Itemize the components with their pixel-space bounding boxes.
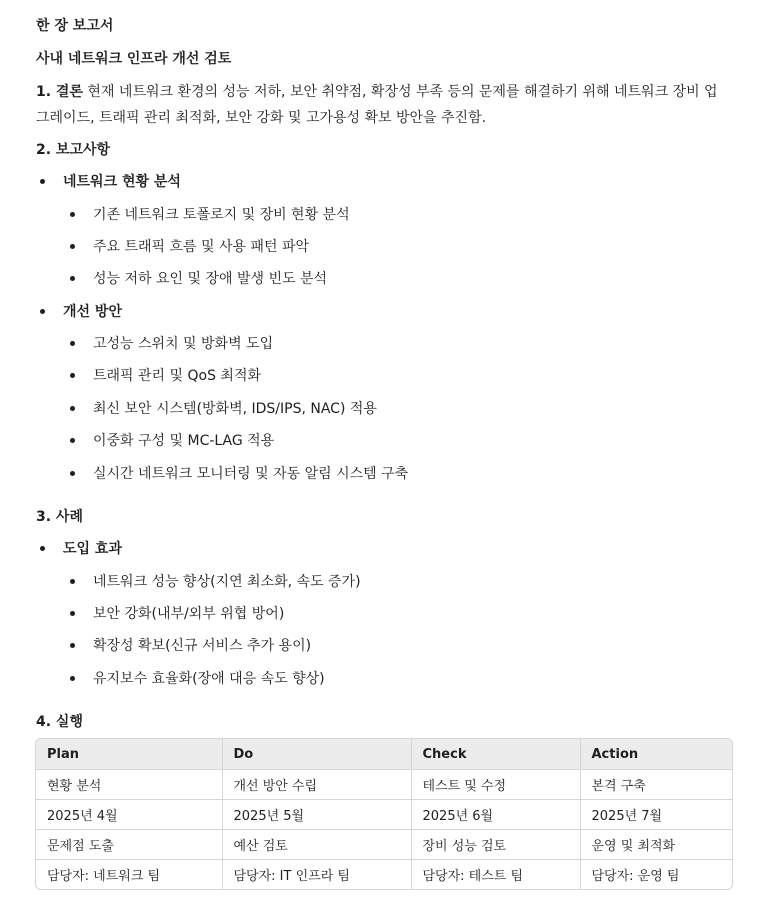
table-cell: 개선 방안 수립 — [222, 770, 411, 800]
list-item-text: 성능 저하 요인 및 장애 발생 빈도 분석 — [93, 271, 328, 287]
table-cell: 담당자: 테스트 팀 — [411, 860, 580, 890]
list-item-text: 이중화 구성 및 MC-LAG 적용 — [93, 433, 275, 449]
table-cell: 장비 성능 검토 — [411, 830, 580, 860]
table-cell: 운영 및 최적화 — [580, 830, 732, 860]
list-item-text: 트래픽 관리 및 QoS 최적화 — [93, 368, 261, 384]
bullet-icon — [70, 643, 75, 648]
list-item — [70, 365, 261, 385]
table-header-row — [36, 739, 732, 770]
bullet-icon — [70, 406, 75, 411]
list-item-text: 주요 트래픽 흐름 및 사용 패턴 파악 — [93, 239, 310, 255]
bullet-icon — [70, 611, 75, 616]
group-improvement-plan — [40, 301, 122, 321]
list-item-text: 실시간 네트워크 모니터링 및 자동 알림 시스템 구축 — [93, 466, 409, 482]
bullet-icon — [70, 471, 75, 476]
table-row — [36, 860, 732, 890]
report-title: 한 장 보고서 — [36, 18, 114, 34]
table-cell: 테스트 및 수정 — [411, 770, 580, 800]
list-item — [70, 603, 284, 623]
table-cell: 2025년 7월 — [580, 800, 732, 830]
group-title: 개선 방안 — [63, 304, 122, 320]
table-cell: 2025년 5월 — [222, 800, 411, 830]
conclusion-label: 1. 결론 — [36, 84, 83, 100]
bullet-icon — [70, 676, 75, 681]
column-header-check: Check — [411, 739, 580, 770]
table-cell: 2025년 4월 — [36, 800, 222, 830]
table-row — [36, 800, 732, 830]
group-title: 도입 효과 — [63, 541, 122, 557]
list-item — [70, 268, 327, 288]
table-row — [36, 770, 732, 800]
list-item-text: 최신 보안 시스템(방화벽, IDS/IPS, NAC) 적용 — [93, 401, 377, 417]
list-item — [70, 463, 408, 483]
table-cell: 본격 구축 — [580, 770, 732, 800]
list-item — [70, 635, 311, 655]
section-3-title: 3. 사례 — [36, 509, 83, 525]
bullet-icon — [40, 309, 45, 314]
table-cell: 현황 분석 — [36, 770, 222, 800]
bullet-icon — [70, 276, 75, 281]
list-item — [70, 236, 309, 256]
list-item-text: 기존 네트워크 토폴로지 및 장비 현황 분석 — [93, 207, 350, 223]
group-title: 네트워크 현황 분석 — [63, 174, 181, 190]
list-item-text: 보안 강화(내부/외부 위협 방어) — [93, 606, 285, 622]
section-4-title: 4. 실행 — [36, 714, 83, 730]
column-header-do: Do — [222, 739, 411, 770]
list-item — [70, 204, 350, 224]
table-cell: 담당자: 네트워크 팀 — [36, 860, 222, 890]
table-cell: 담당자: 운영 팀 — [591, 869, 680, 884]
column-header-plan: Plan — [36, 739, 222, 770]
table-cell: 2025년 6월 — [411, 800, 580, 830]
column-header-action: Action — [580, 739, 732, 770]
bullet-icon — [40, 546, 45, 551]
group-network-analysis — [40, 171, 181, 191]
bullet-icon — [70, 244, 75, 249]
table-cell: 담당자: IT 인프라 팀 — [222, 860, 411, 890]
pdca-table — [35, 738, 733, 890]
list-item-text: 네트워크 성능 향상(지연 최소화, 속도 증가) — [93, 574, 361, 590]
conclusion-text: 현재 네트워크 환경의 성능 저하, 보안 취약점, 확장성 부족 등의 문제를 해결하기 위해 네트워크 장비 업그레이드, 트래픽 관리 최적화, 보안 강화 및 고가용성 확보 방안을 추진함. — [36, 84, 718, 126]
bullet-icon — [70, 438, 75, 443]
list-item — [70, 398, 377, 418]
report-subject: 사내 네트워크 인프라 개선 검토 — [36, 51, 232, 67]
bullet-icon — [70, 579, 75, 584]
table-cell: 예산 검토 — [222, 830, 411, 860]
list-item — [70, 668, 325, 688]
bullet-icon — [70, 373, 75, 378]
table-cell: 문제점 도출 — [36, 830, 222, 860]
list-item — [70, 571, 361, 591]
list-item — [70, 430, 274, 450]
list-item-text: 고성능 스위치 및 방화벽 도입 — [93, 336, 274, 352]
table-row — [36, 830, 732, 860]
bullet-icon — [70, 341, 75, 346]
list-item — [70, 333, 273, 353]
list-item-text: 유지보수 효율화(장애 대응 속도 향상) — [93, 671, 325, 687]
bullet-icon — [70, 212, 75, 217]
list-item-text: 확장성 확보(신규 서비스 추가 용이) — [93, 638, 312, 654]
conclusion-paragraph — [36, 79, 731, 131]
bullet-icon — [40, 179, 45, 184]
group-effects — [40, 538, 122, 558]
section-2-title: 2. 보고사항 — [36, 142, 111, 158]
